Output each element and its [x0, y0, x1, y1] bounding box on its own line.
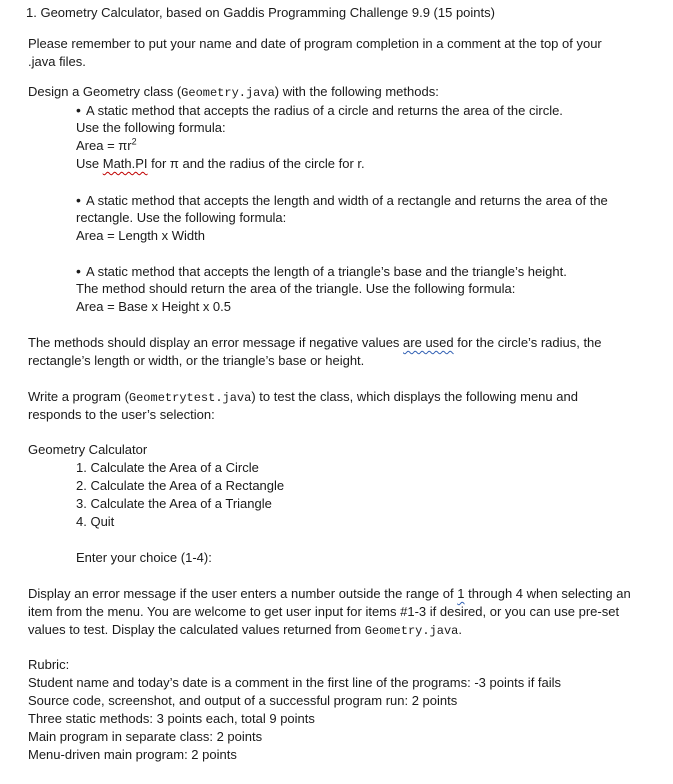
bullet-icon: •: [76, 192, 81, 208]
validation-line-1: Display an error message if the user enters a number outside the range of 1 through 4 when selecting an: [28, 586, 631, 601]
circle-note: Use Math.PI for π and the radius of the circle for r.: [76, 156, 365, 171]
triangle-formula: Area = Base x Height x 0.5: [76, 299, 232, 314]
menu-prompt: Enter your choice (1-4):: [76, 550, 212, 565]
circle-method-line-1: • A static method that accepts the radius of a circle and returns the area of the circle.: [76, 102, 563, 118]
rubric-item: Main program in separate class: 2 points: [28, 729, 263, 744]
design-intro: Design a Geometry class (Geometry.java) with the following methods:: [28, 84, 439, 100]
menu-item: 1. Calculate the Area of a Circle: [76, 460, 259, 475]
program-line-1: Write a program (Geometrytest.java) to test the class, which displays the following menu and: [28, 389, 578, 405]
menu-heading: Geometry Calculator: [28, 442, 148, 457]
rubric-item: Source code, screenshot, and output of a successful program run: 2 points: [28, 693, 458, 708]
menu-item: 4. Quit: [76, 514, 115, 529]
error-line-1: The methods should display an error message if negative values are used for the circle’s radius, the: [28, 335, 602, 350]
validation-line-2: item from the menu. You are welcome to get user input for items #1-3 if desired, or you can use pre-set: [28, 604, 620, 619]
rectangle-method-line-2: rectangle. Use the following formula:: [76, 210, 287, 225]
circle-method-line-2: Use the following formula:: [76, 120, 226, 135]
validation-line-3: values to test. Display the calculated values returned from Geometry.java.: [28, 622, 462, 638]
rubric-heading: Rubric:: [28, 657, 70, 672]
menu-item: 3. Calculate the Area of a Triangle: [76, 496, 272, 511]
rubric-item: Menu-driven main program: 2 points: [28, 747, 237, 762]
reminder-line-2: .java files.: [28, 54, 86, 69]
triangle-method-line-2: The method should return the area of the triangle. Use the following formula:: [76, 281, 516, 296]
program-line-2: responds to the user’s selection:: [28, 407, 215, 422]
circle-formula: Area = $\pi r^2$: [76, 136, 137, 153]
rectangle-method-line-1: • A static method that accepts the length and width of a rectangle and returns the area of the: [76, 192, 608, 208]
math-pi-reference: Math.PI: [102, 156, 148, 171]
grammar-flag: are used: [403, 335, 454, 350]
reminder-line-1: Please remember to put your name and date of program completion in a comment at the top of your: [28, 36, 602, 51]
assignment-title: 1. Geometry Calculator, based on Gaddis Programming Challenge 9.9 (15 points): [26, 5, 495, 20]
rubric-item: Student name and today’s date is a comment in the first line of the programs: -3 points if fails: [28, 675, 562, 690]
bullet-icon: •: [76, 263, 81, 279]
menu-item: 2. Calculate the Area of a Rectangle: [76, 478, 285, 493]
rubric-item: Three static methods: 3 points each, total 9 points: [28, 711, 315, 726]
triangle-method-line-1: • A static method that accepts the length of a triangle’s base and the triangle’s height.: [76, 263, 567, 279]
test-class-filename: Geometrytest.java: [128, 391, 252, 405]
error-line-2: rectangle’s length or width, or the triangle’s base or height.: [28, 353, 365, 368]
geometry-class-filename: Geometry.java: [181, 86, 275, 100]
grammar-flag: 1: [457, 586, 465, 601]
geometry-class-filename: Geometry.java: [364, 624, 459, 638]
rectangle-formula: Area = Length x Width: [76, 228, 205, 243]
bullet-icon: •: [76, 102, 81, 118]
